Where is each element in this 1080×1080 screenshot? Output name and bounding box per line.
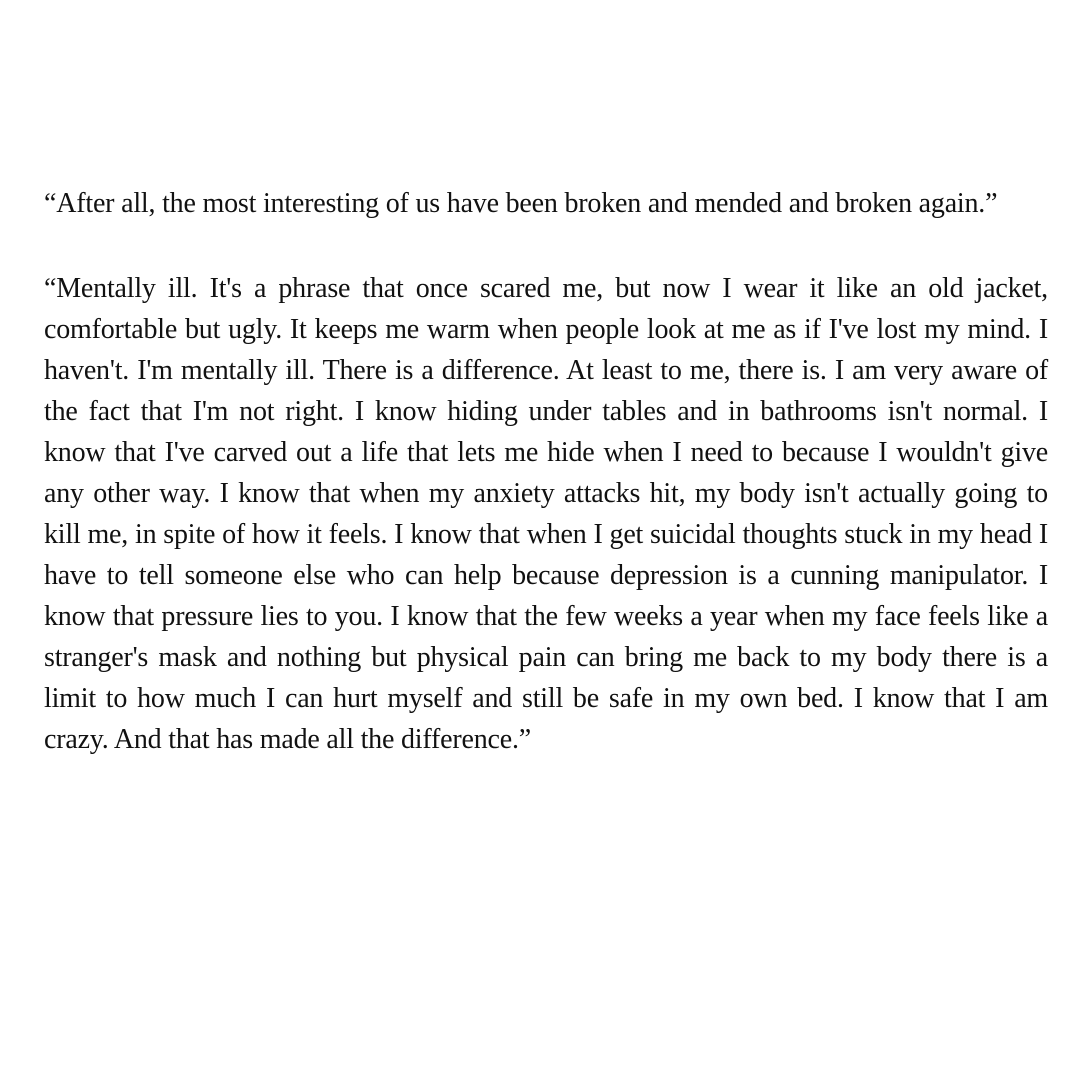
quote-text-block bbox=[44, 183, 1048, 760]
quote-paragraph-2: “Mentally ill. It's a phrase that once scared me, but now I wear it like an old jacket, comfortable but ugly. It keeps me warm when people look at me as if I've lost my mind. I haven't. I'm mentally ill. There is a difference. At least to me, there is. I am very aware of the fact that I'm not right. I know hiding under tables and in bathrooms isn't normal. I know that I've carved out a life that lets me hide when I need to because I wouldn't give any other way. I know that when my anxiety attacks hit, my body isn't actually going to kill me, in spite of how it feels. I know that when I get suicidal thoughts stuck in my head I have to tell someone else who can help because depression is a cunning manipulator. I know that pressure lies to you. I know that the few weeks a year when my face feels like a stranger's mask and nothing but physical pain can bring me back to my body there is a limit to how much I can hurt myself and still be safe in my own bed. I know that I am crazy. And that has made all the difference.” bbox=[44, 273, 1048, 755]
quote-paragraph-1: “After all, the most interesting of us have been broken and mended and broken again.” bbox=[44, 188, 998, 219]
